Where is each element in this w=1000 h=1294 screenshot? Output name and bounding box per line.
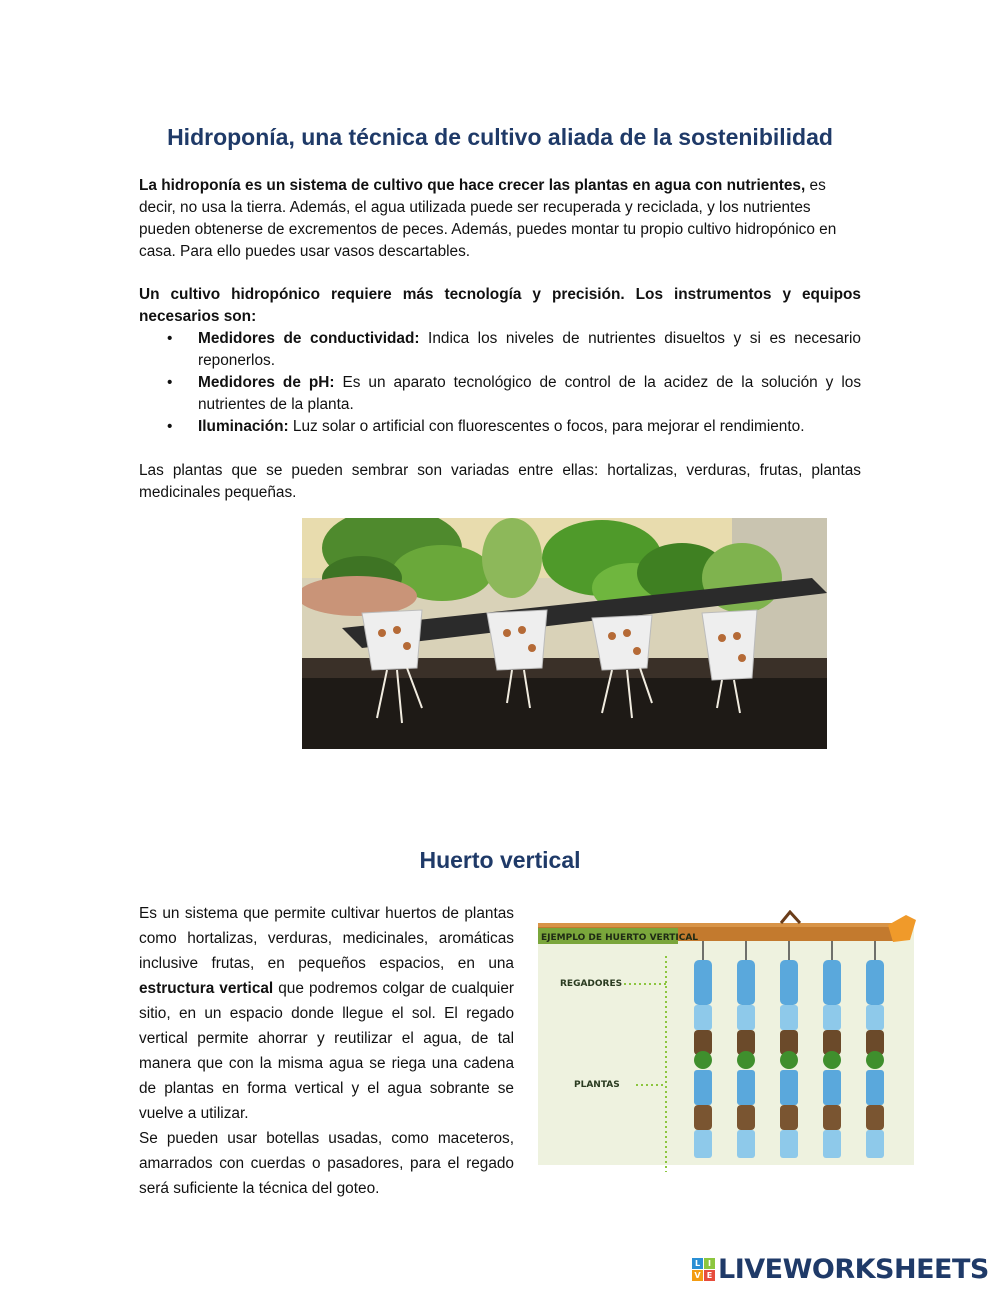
vertical-garden-text [139, 901, 514, 1201]
instruments-intro: Un cultivo hidropónico requiere más tecnología y precisión. Los instrumentos y equipos necesarios son: [139, 286, 861, 325]
vertical-paragraph-1: Es un sistema que permite cultivar huertos de plantas como hortalizas, verduras, medicinales, aromáticas inclusive frutas, en pequeños espacios, en una estructura vertical que podremos colgar de cualquier sitio, en un espacio donde llegue el sol. El regado vertical permite ahorrar y reutilizar el agua, de tal manera que con la misma agua se riega una cadena de plantas en forma vertical y el agua sobrante se vuelve a utilizar. [139, 905, 514, 1122]
label-plantas: PLANTAS [574, 1080, 620, 1090]
section-title-huerto-vertical: Huerto vertical [419, 847, 581, 873]
intro-bold: La hidroponía es un sistema de cultivo que hace crecer las plantas en agua con nutrientes, [139, 177, 806, 194]
intro-rest: es decir, no usa la tierra. Además, el agua utilizada puede ser recuperada y reciclada, y los nutrientes pueden obtenerse de excrementos de peces. Además, puedes montar tu propio cultivo hidropónico en casa. Para ello puedes usar vasos descartables. [139, 177, 837, 260]
liveworksheets-logo [692, 1253, 989, 1285]
instrument-term: Medidores de pH: [198, 374, 335, 391]
list-item [167, 372, 862, 416]
instrument-desc: Es un aparato tecnológico de control de la acidez de la solución y los nutrientes de la planta. [198, 374, 862, 413]
bullet-icon: • [167, 418, 173, 435]
intro-paragraph [139, 175, 861, 263]
bullet-icon: • [167, 374, 173, 391]
instrument-term: Iluminación: [198, 418, 289, 435]
instrument-desc: Luz solar o artificial con fluorescentes o focos, para mejorar el rendimiento. [288, 418, 805, 435]
instruments-list [139, 328, 861, 438]
instrument-term: Medidores de conductividad: [198, 330, 420, 347]
bullet-icon: • [167, 330, 173, 347]
vertical-bold: estructura vertical [139, 980, 274, 997]
list-item [167, 328, 861, 372]
logo-mark-icon: L I V E [692, 1258, 715, 1281]
hydroponic-photo [302, 518, 827, 749]
page-title: Hidroponía, una técnica de cultivo aliada de la sostenibilidad [167, 124, 833, 150]
list-item [167, 416, 861, 438]
logo-text: LIVEWORKSHEETS [718, 1253, 989, 1285]
figure-banner: EJEMPLO DE HUERTO VERTICAL [541, 933, 699, 943]
vertical-paragraph-2: Se pueden usar botellas usadas, como maceteros, amarrados con cuerdas o pasadores, para el regado será suficiente la técnica del goteo. [139, 1130, 514, 1197]
vertical-garden-figure [538, 910, 920, 1172]
label-regadores: REGADORES [560, 979, 623, 989]
plants-paragraph: Las plantas que se pueden sembrar son variadas entre ellas: hortalizas, verduras, frutas, plantas medicinales pequeñas. [139, 462, 861, 501]
instrument-desc: Indica los niveles de nutrientes disueltos y si es necesario reponerlos. [198, 330, 861, 369]
